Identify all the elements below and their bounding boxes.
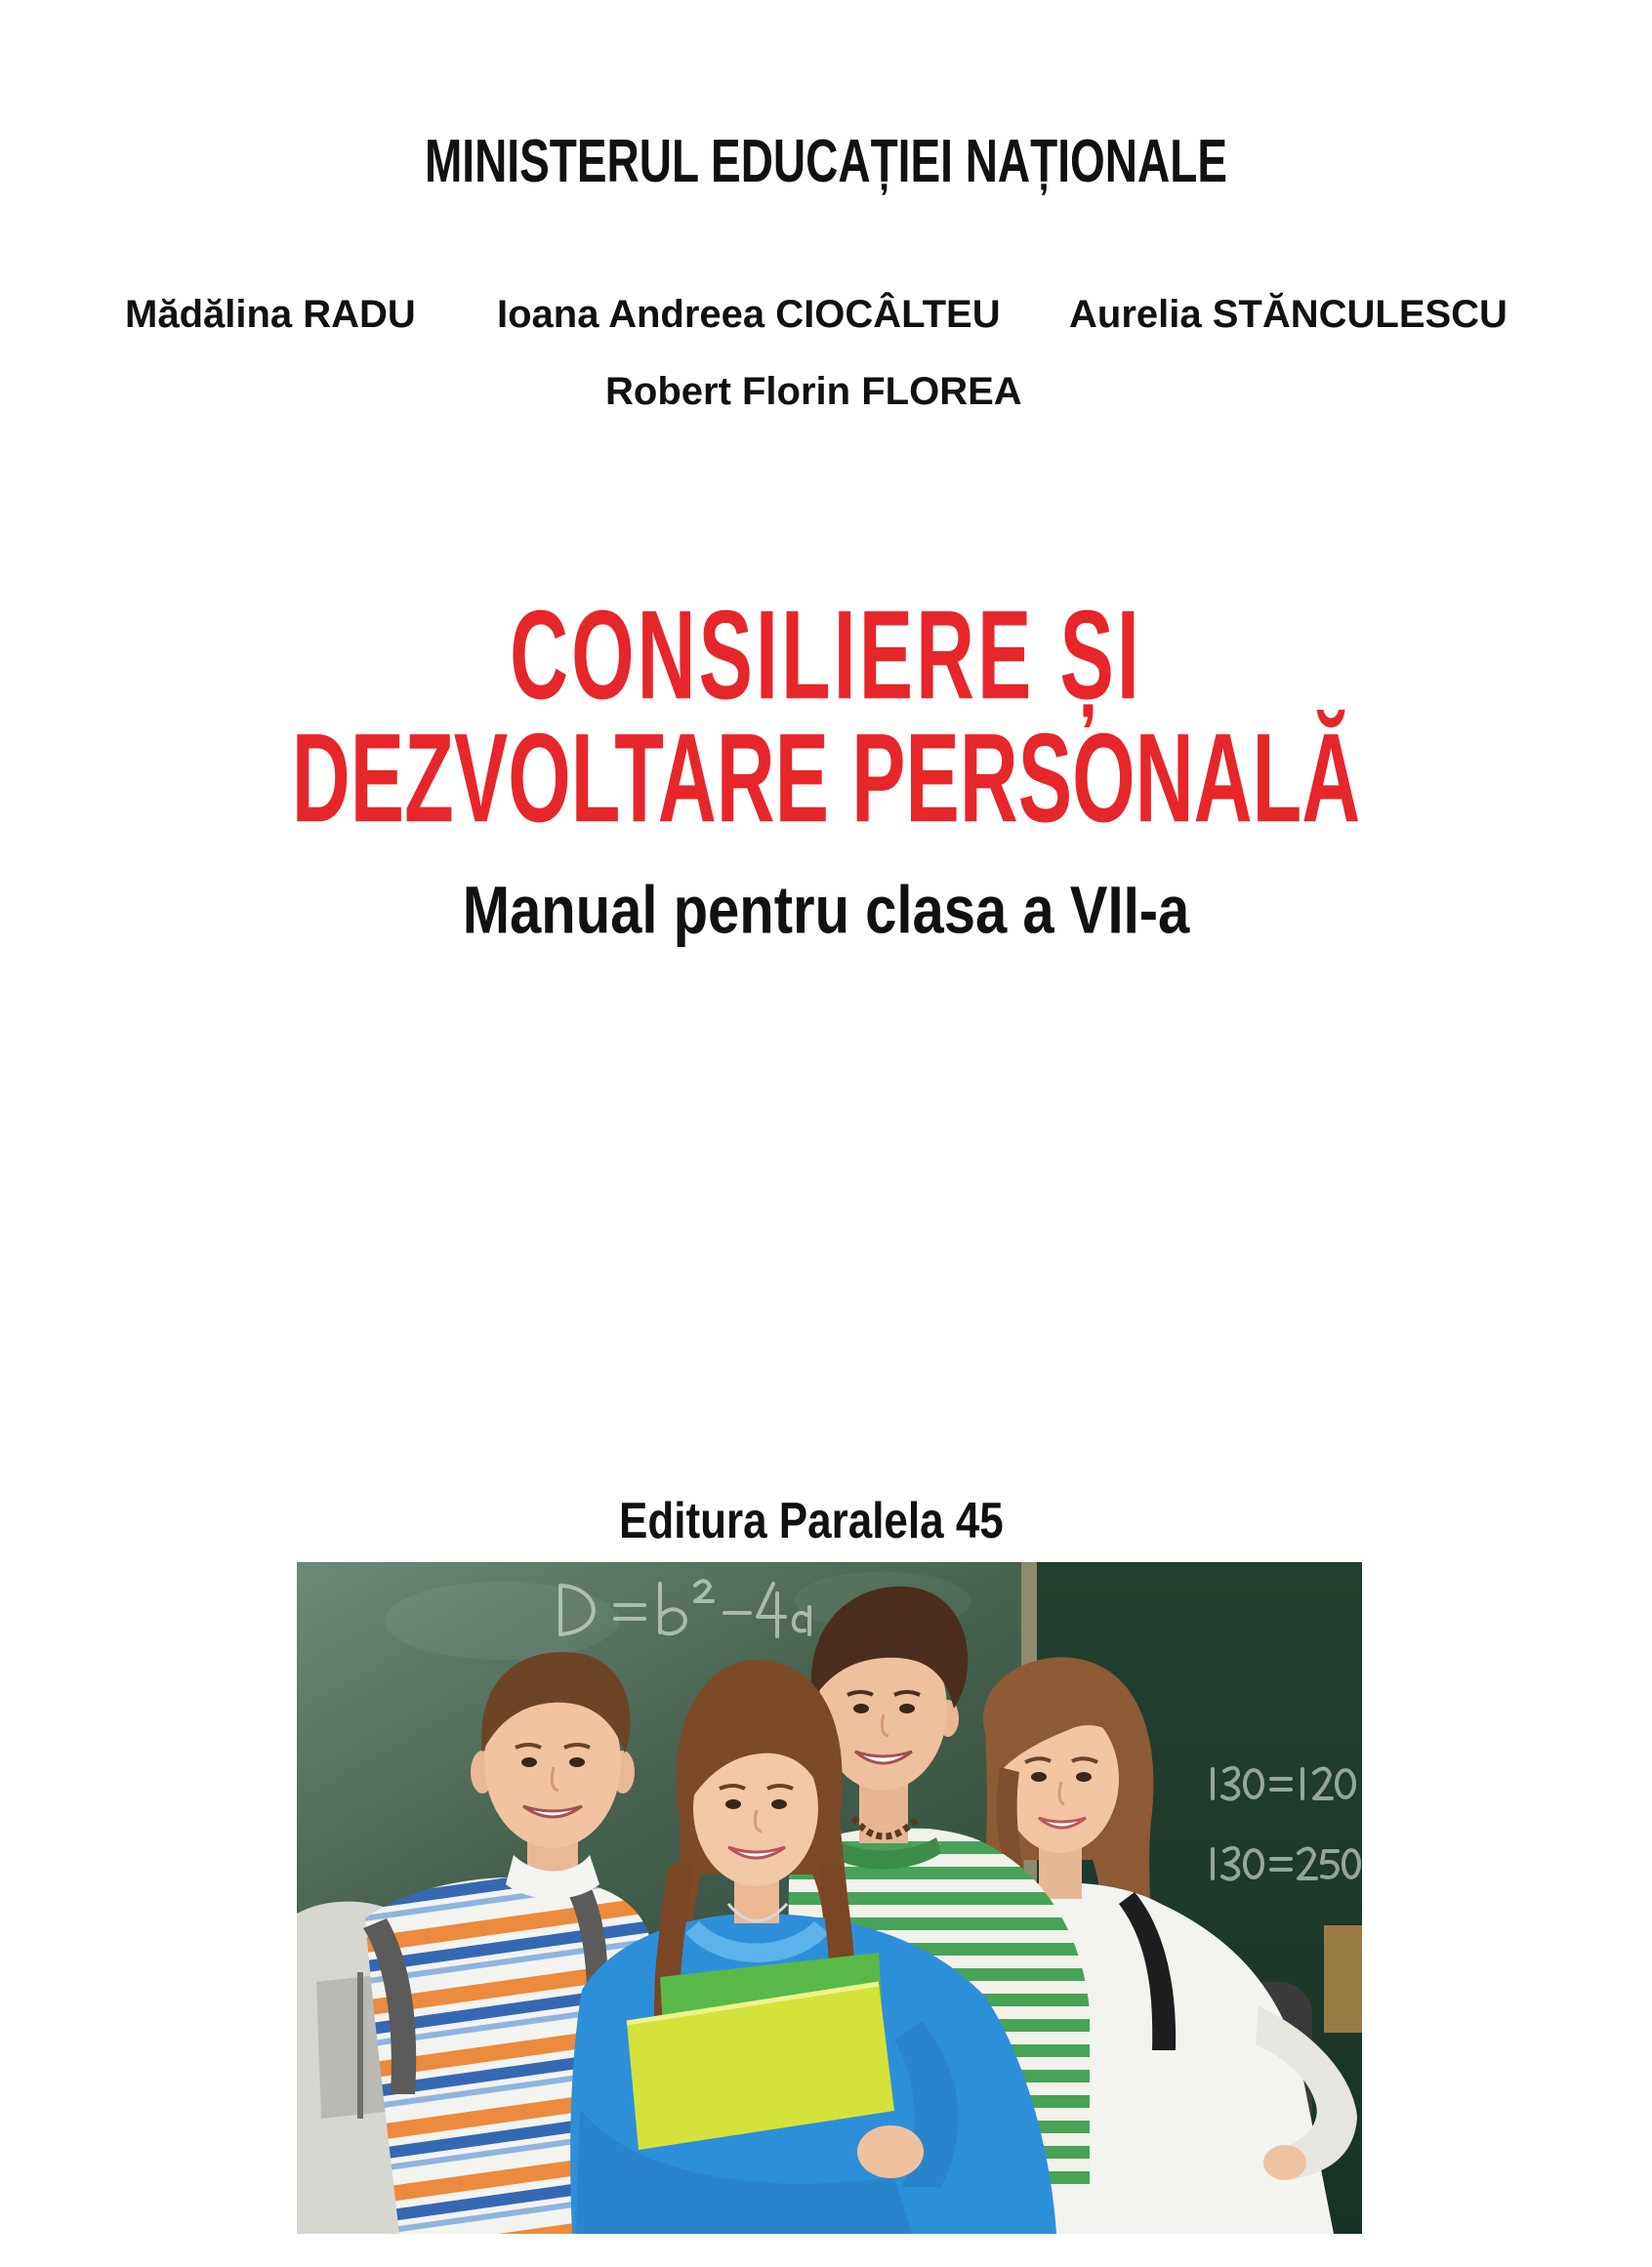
- hand: [857, 2125, 924, 2178]
- book-title-line-2: [0, 707, 1652, 849]
- wall-corner: [1324, 1925, 1362, 2033]
- eye: [899, 1704, 915, 1713]
- book-subtitle: [0, 873, 1652, 948]
- eye: [569, 1757, 585, 1767]
- eye: [725, 1799, 741, 1809]
- ministry-heading: [0, 125, 1652, 195]
- eye: [1031, 1772, 1047, 1782]
- author-name: Aurelia STĂNCULESCU: [1069, 293, 1507, 336]
- cover-photo-image: [297, 1562, 1362, 2234]
- publisher-name: [619, 1492, 1004, 1549]
- hand: [1263, 2145, 1306, 2180]
- eye: [521, 1757, 537, 1767]
- eye: [1076, 1772, 1092, 1782]
- eye: [853, 1704, 869, 1713]
- book-title-text: DEZVOLTARE PERSONALĂ: [291, 707, 1361, 849]
- author-name: Ioana Andreea CIOCÂLTEU: [497, 293, 1001, 336]
- author-name: Mădălina RADU: [125, 293, 416, 336]
- backpack-zipper: [357, 1972, 363, 2119]
- ministry-heading-text: MINISTERUL EDUCAȚIEI NAȚIONALE: [424, 125, 1228, 195]
- cover-photo: [297, 1562, 1362, 2234]
- book-subtitle-text: Manual pentru clasa a VII-a: [462, 873, 1190, 948]
- book-title-text: CONSILIERE ȘI: [510, 584, 1142, 726]
- author-name: Robert Florin FLOREA: [605, 370, 1022, 413]
- publisher-name-text: Editura Paralela 45: [619, 1492, 1004, 1549]
- eye: [771, 1799, 787, 1809]
- book-title-line-1: [0, 584, 1652, 726]
